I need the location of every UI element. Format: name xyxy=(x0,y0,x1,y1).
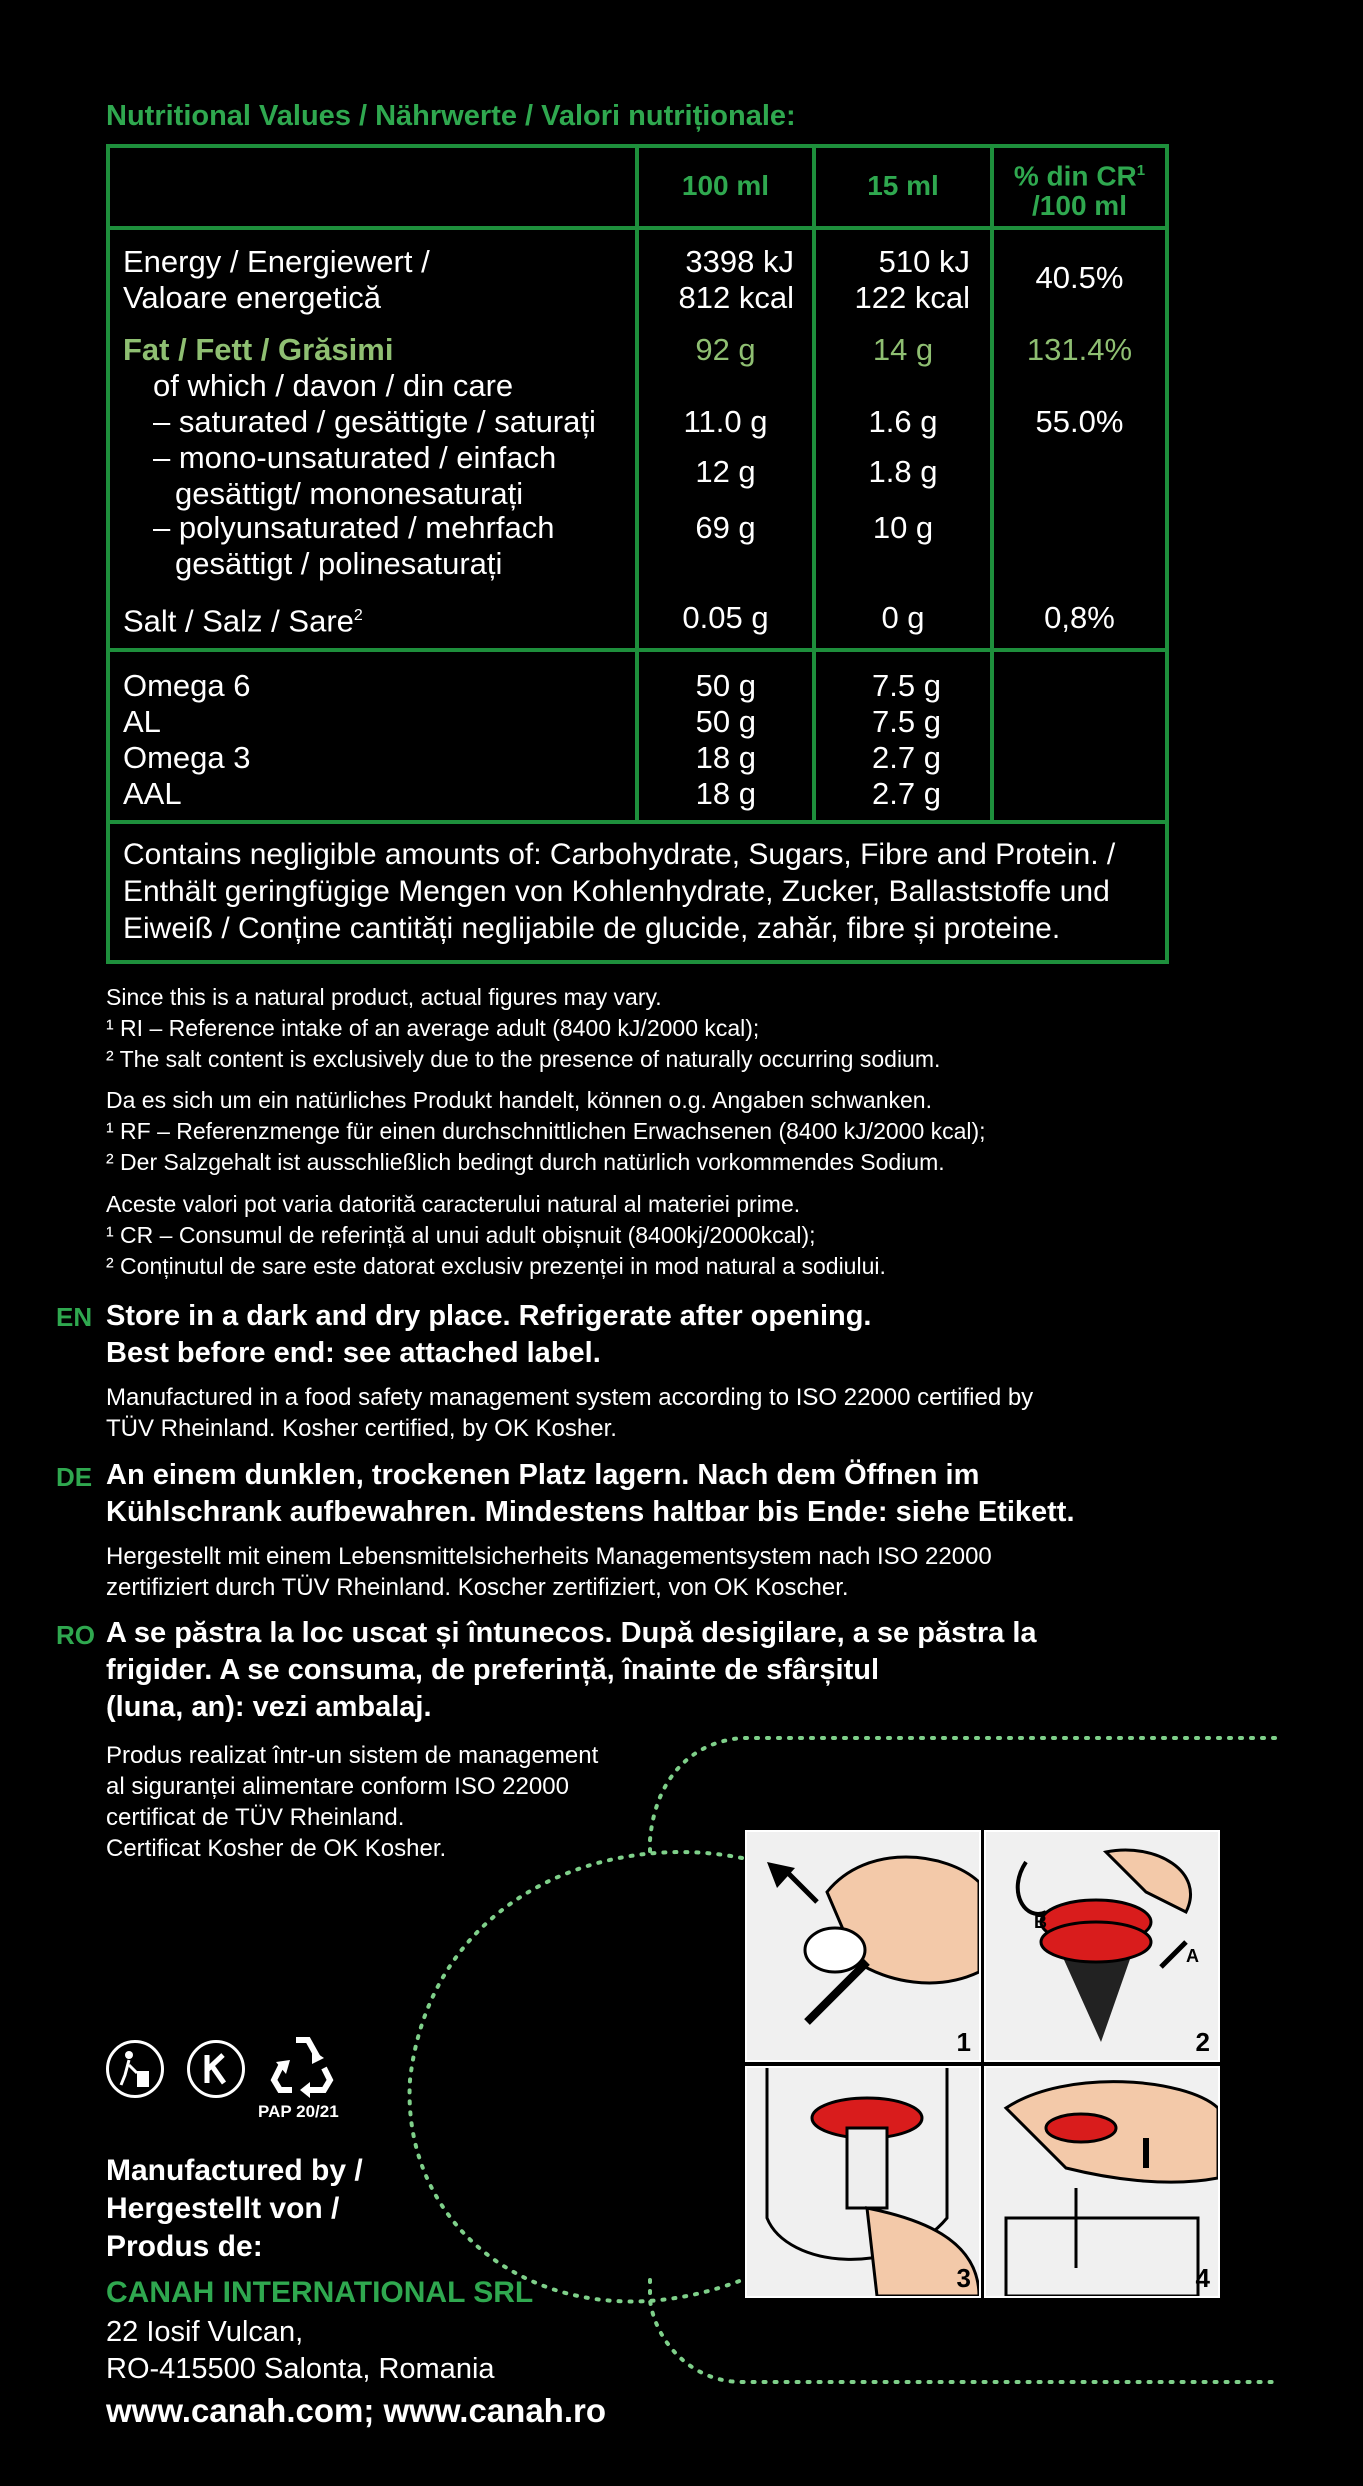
saturated-label: – saturated / gesättigte / saturați xyxy=(153,404,596,439)
salt-label: Salt / Salz / Sare$^2$ xyxy=(123,603,363,639)
fat-100ml: 92 g xyxy=(695,332,756,367)
storage-de-bold: An einem dunklen, trockenen Platz lagern. Nach dem Öffnen im Kühlschrank aufbewahren. Mindestens haltbar bis Ende: siehe Etikett. xyxy=(106,1459,1075,1528)
arrow-b-label: B xyxy=(1034,1912,1047,1932)
instruction-panel-1 xyxy=(745,1830,981,2062)
energy-cr: 40.5% xyxy=(1035,260,1124,295)
panel-number-2: 2 xyxy=(1195,2027,1210,2057)
cap-twist-icon xyxy=(986,1832,1218,2060)
manufacturer-address: 22 Iosif Vulcan, RO-415500 Salonta, Romania xyxy=(106,2316,495,2385)
salt-cr: 0,8% xyxy=(1044,600,1115,635)
instruction-panel-4 xyxy=(984,2066,1220,2298)
header-15ml: 15 ml xyxy=(867,170,939,201)
panel-number-3: 3 xyxy=(956,2263,971,2293)
energy-100ml: 3398 kJ 812 kcal xyxy=(678,244,794,315)
mono-15ml: 1.8 g xyxy=(868,454,938,489)
arrow-a-label: A xyxy=(1186,1946,1199,1966)
saturated-100ml: 11.0 g xyxy=(683,404,768,439)
manufacturer-name: CANAH INTERNATIONAL SRL xyxy=(106,2276,534,2309)
manufacturer-website[interactable]: www.canah.com; www.canah.ro xyxy=(106,2392,606,2429)
saturated-cr: 55.0% xyxy=(1035,404,1124,439)
recycle-code: PAP 20/21 xyxy=(258,2102,339,2121)
header-cr: % din $CR^1$ /100 ml xyxy=(1013,160,1146,222)
omega-15ml: 7.5 g 7.5 g 2.7 g 2.7 g xyxy=(872,668,941,811)
storage-ro-bold: A se păstra la loc uscat și întunecos. După desigilare, a se păstra la frigider. A se consuma, de preferință, înainte de sfârșitul (luna, an): vezi ambalaj. xyxy=(106,1617,1037,1723)
kosher-icon xyxy=(187,2040,245,2098)
saturated-15ml: 1.6 g xyxy=(868,404,938,439)
energy-label: Energy / Energiewert / Valoare energetică xyxy=(123,244,430,315)
hand-pull-icon xyxy=(747,1832,979,2060)
spout-insert-icon xyxy=(747,2068,979,2296)
instruction-panel-3 xyxy=(745,2066,981,2298)
footnotes-en: Since this is a natural product, actual figures may vary. ¹ RI – Reference intake of an average adult (8400 kJ/2000 kcal); ² The salt content is exclusively due to the presence of naturally occurring sodium. xyxy=(106,984,941,1072)
lang-code-ro: RO xyxy=(56,1620,95,1650)
storage-de-small: Hergestellt mit einem Lebensmittelsicherheits Managementsystem nach ISO 22000 zertifiziert durch TÜV Rheinland. Koscher zertifiziert, von OK Koscher. xyxy=(106,1543,992,1601)
storage-en-bold: Store in a dark and dry place. Refrigerate after opening. Best before end: see attached label. xyxy=(106,1300,872,1369)
footnotes-ro: Aceste valori pot varia datorită caracterului natural al materiei prime. ¹ CR – Consumul de referință al unui adult obișnuit (8400kj/2000kcal); ² Conținutul de sare este datorat exclusiv prezenței in mod natural a sodiului. xyxy=(106,1191,886,1279)
energy-15ml: 510 kJ 122 kcal xyxy=(854,244,970,315)
instruction-panel-2 xyxy=(984,1830,1220,2062)
fat-cr: 131.4% xyxy=(1026,332,1133,367)
fat-15ml: 14 g xyxy=(872,332,934,367)
storage-en-small: Manufactured in a food safety management system according to ISO 22000 certified by TÜV Rheinland. Kosher certified, by OK Kosher. xyxy=(106,1384,1034,1442)
bin-disposal-icon xyxy=(106,2040,164,2098)
lang-code-en: EN xyxy=(56,1302,93,1332)
poly-15ml: 10 g xyxy=(872,510,934,545)
panel-number-1: 1 xyxy=(956,2027,971,2057)
poly-100ml: 69 g xyxy=(695,510,756,545)
salt-100ml: 0.05 g xyxy=(682,600,769,635)
of-which-label: of which / davon / din care xyxy=(153,368,514,403)
storage-ro-small: Produs realizat într-un sistem de management al siguranței alimentare conform ISO 22000 certificat de TÜV Rheinland. Certificat Kosher de OK Kosher. xyxy=(106,1742,599,1862)
footnotes-de: Da es sich um ein natürliches Produkt handelt, können o.g. Angaben schwanken. ¹ RF – Referenzmenge für einen durchschnittlichen Erwachsenen (8400 kJ/2000 kcal); ² Der Salzgehalt ist ausschließlich bedingt durch natürlich vorkommendes Sodium. xyxy=(106,1087,986,1175)
recycle-icon xyxy=(268,2034,338,2098)
lang-code-de: DE xyxy=(56,1462,93,1492)
poly-label: – polyunsaturated / mehrfach gesättigt / polinesaturați xyxy=(153,510,555,581)
mono-label: – mono-unsaturated / einfach gesättigt/ mononesaturați xyxy=(153,440,557,511)
manufacturer-label: Manufactured by / Hergestellt von / Produs de: xyxy=(106,2154,363,2263)
salt-15ml: 0 g xyxy=(881,600,925,635)
mono-100ml: 12 g xyxy=(695,454,756,489)
fat-label: Fat / Fett / Grăsimi xyxy=(123,332,394,367)
omega-100ml: 50 g 50 g 18 g 18 g xyxy=(695,668,756,811)
header-100ml: 100 ml xyxy=(681,170,770,201)
nutrition-title: Nutritional Values / Nährwerte / Valori nutriționale: xyxy=(106,100,796,132)
panel-number-4: 4 xyxy=(1195,2263,1210,2293)
contains-text: Contains negligible amounts of: Carbohydrate, Sugars, Fibre and Protein. / Enthält geringfügige Mengen von Kohlenhydrate, Zucker, Ballaststoffe und Eiweiß / Conține cantități neglijabile de glucide, zahăr, fibre și proteine. xyxy=(123,838,1116,945)
pouring-icon xyxy=(986,2068,1218,2296)
omega-labels: Omega 6 AL Omega 3 AAL xyxy=(123,668,251,811)
